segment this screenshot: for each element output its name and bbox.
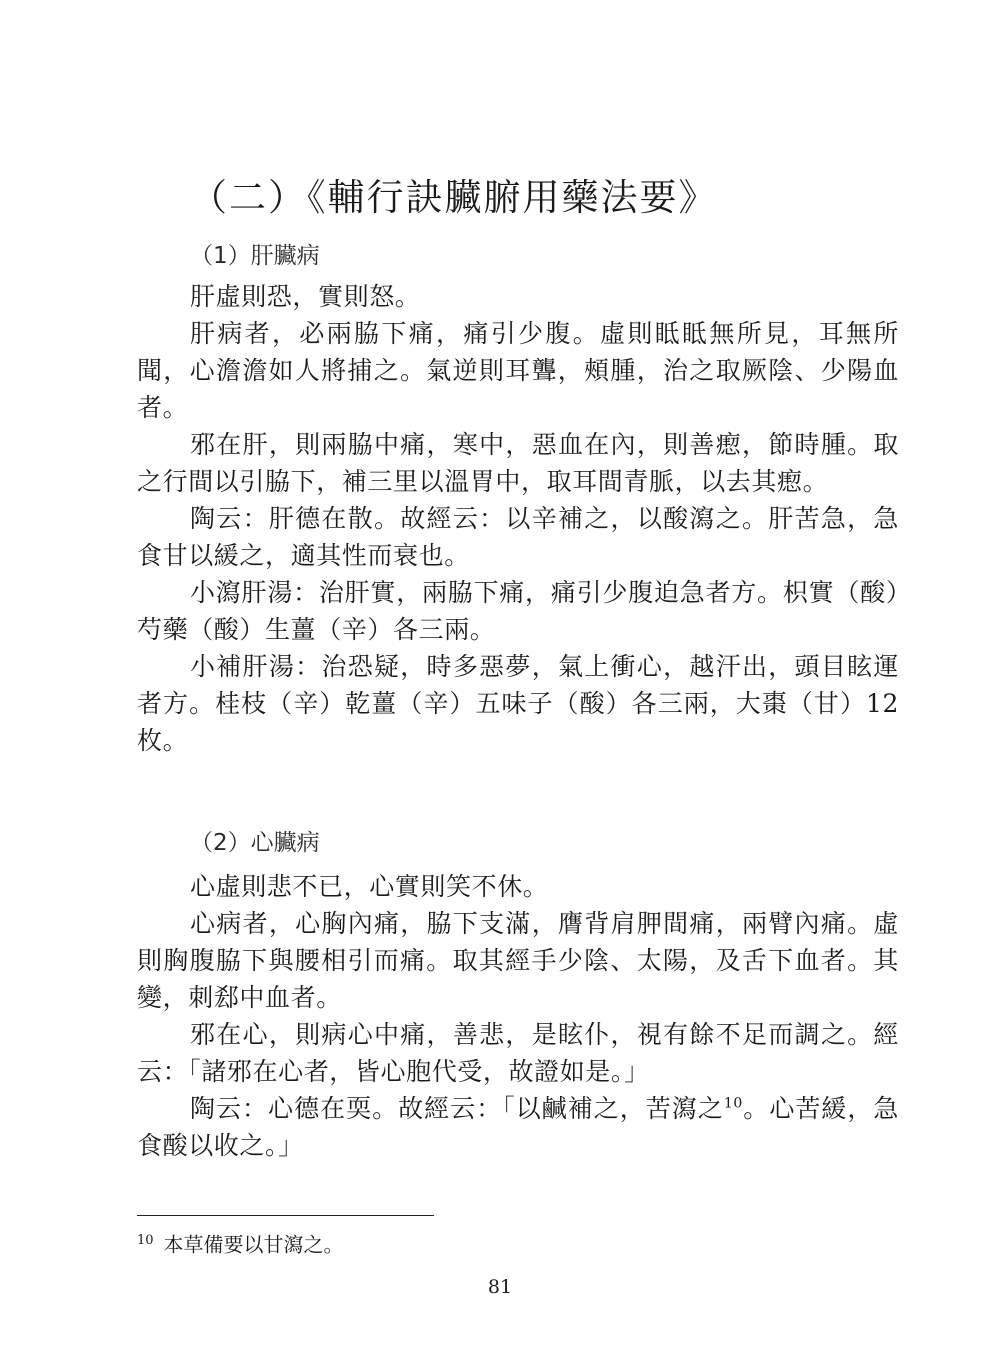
paragraph-text: 。心苦緩，急食酸以收之。」 — [137, 1094, 899, 1160]
section-heading-heart: （2）心臟病 — [190, 830, 320, 856]
paragraph: 陶云：肝德在散。故經云：以辛補之，以酸瀉之。肝苦急，急食甘以緩之，適其性而衰也。 — [137, 504, 899, 570]
section-body-heart — [137, 868, 899, 1164]
footnote — [137, 1227, 344, 1259]
footnote-reference[interactable]: 10 — [723, 1095, 743, 1112]
chapter-title: （二）《輔行訣臟腑用藥法要》 — [190, 176, 718, 219]
paragraph: 小補肝湯：治恐疑，時多惡夢，氣上衝心，越汗出，頭目眩運者方。桂枝（辛）乾薑（辛）五味子（酸）各三兩，大棗（甘）12枚。 — [137, 652, 899, 755]
footnote-number: 10 — [137, 1233, 154, 1248]
footnote-text: 本草備要以甘瀉之。 — [163, 1232, 344, 1257]
paragraph: 肝病者，必兩脇下痛，痛引少腹。虛則眡眡無所見，耳無所聞，心澹澹如人將捕之。氣逆則耳聾，頰腫，治之取厥陰、少陽血者。 — [137, 319, 899, 422]
paragraph: 心虛則悲不已，心實則笑不休。 — [190, 872, 549, 901]
paragraph: 小瀉肝湯：治肝實，兩脇下痛，痛引少腹迫急者方。枳實（酸）芍藥（酸）生薑（辛）各三兩。 — [137, 578, 899, 644]
paragraph: 邪在心，則病心中痛，善悲，是眩仆，視有餘不足而調之。經云：「諸邪在心者，皆心胞代受，故證如是。」 — [137, 1020, 899, 1086]
footnote-divider — [137, 1215, 434, 1216]
paragraph: 邪在肝，則兩脇中痛，寒中，惡血在內，則善瘛，節時腫。取之行間以引脇下，補三里以溫胃中，取耳間青脈，以去其瘛。 — [137, 430, 899, 496]
section-body-liver — [137, 278, 899, 759]
page-number: 81 — [487, 1276, 513, 1298]
paragraph: 肝虛則恐，實則怒。 — [190, 282, 421, 311]
paragraph-text: 陶云：心德在耎。故經云：「以鹹補之，苦瀉之 — [190, 1094, 724, 1123]
section-heading-liver: （1）肝臟病 — [190, 243, 320, 269]
paragraph-with-footnote — [137, 1090, 899, 1164]
paragraph: 心病者，心胸內痛，脇下支滿，膺背肩胛間痛，兩臂內痛。虛則胸腹脇下與腰相引而痛。取其經手少陰、太陽，及舌下血者。其變，刺郄中血者。 — [137, 909, 899, 1012]
